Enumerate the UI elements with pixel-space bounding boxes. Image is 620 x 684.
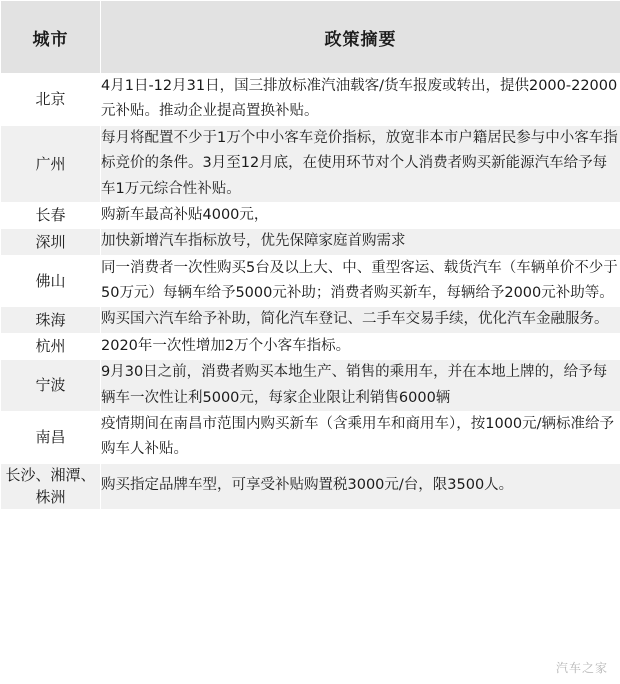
cell-policy: 加快新增汽车指标放号，优先保障家庭首购需求 xyxy=(101,229,620,255)
table-row xyxy=(1,74,620,126)
table-row xyxy=(1,463,620,509)
cell-city: 佛山 xyxy=(1,255,101,307)
table-row xyxy=(1,202,620,228)
table-row xyxy=(1,360,620,412)
cell-city: 珠海 xyxy=(1,307,101,333)
cell-policy: 疫情期间在南昌市范围内购买新车（含乘用车和商用车），按1000元/辆标准给予购车人补贴。 xyxy=(101,411,620,463)
table-body xyxy=(1,74,620,510)
table-row xyxy=(1,333,620,359)
cell-policy: 同一消费者一次性购买5台及以上大、中、重型客运、载货汽车（车辆单价不少于50万元）每辆车给予5000元补助；消费者购买新车，每辆给予2000元补助等。 xyxy=(101,255,620,307)
table-row xyxy=(1,125,620,202)
table-header-row xyxy=(1,1,620,74)
column-header-policy: 政策摘要 xyxy=(101,1,620,74)
table-header xyxy=(1,1,620,74)
table-row xyxy=(1,411,620,463)
table-row xyxy=(1,255,620,307)
cell-city: 长沙、湘潭、株洲 xyxy=(1,463,101,509)
cell-policy: 购买指定品牌车型，可享受补贴购置税3000元/台，限3500人。 xyxy=(101,463,620,509)
cell-policy: 购新车最高补贴4000元， xyxy=(101,202,620,228)
cell-city: 广州 xyxy=(1,125,101,202)
cell-policy: 9月30日之前，消费者购买本地生产、销售的乘用车，并在本地上牌的，给予每辆车一次性让利5000元，每家企业限让利销售6000辆 xyxy=(101,360,620,412)
watermark: 汽车之家 xyxy=(555,661,608,675)
cell-city: 北京 xyxy=(1,74,101,126)
cell-city: 长春 xyxy=(1,202,101,228)
cell-policy: 购买国六汽车给予补助，简化汽车登记、二手车交易手续，优化汽车金融服务。 xyxy=(101,307,620,333)
cell-city: 南昌 xyxy=(1,411,101,463)
cell-city: 深圳 xyxy=(1,229,101,255)
table-row xyxy=(1,307,620,333)
cell-policy: 4月1日-12月31日，国三排放标准汽油载客/货车报废或转出，提供2000-22000元补贴。推动企业提高置换补贴。 xyxy=(101,74,620,126)
column-header-city: 城市 xyxy=(1,1,101,74)
cell-city: 宁波 xyxy=(1,360,101,412)
cell-policy: 2020年一次性增加2万个小客车指标。 xyxy=(101,333,620,359)
table-row xyxy=(1,229,620,255)
cell-city: 杭州 xyxy=(1,333,101,359)
cell-policy: 每月将配置不少于1万个中小客车竞价指标，放宽非本市户籍居民参与中小客车指标竞价的条件。3月至12月底，在使用环节对个人消费者购买新能源汽车给予每车1万元综合性补贴。 xyxy=(101,125,620,202)
